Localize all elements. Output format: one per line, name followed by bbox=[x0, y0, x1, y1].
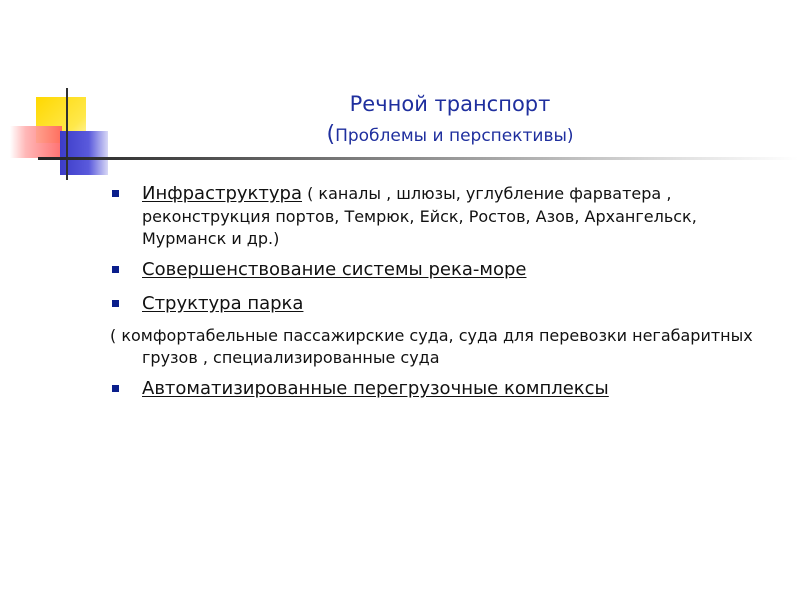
item-heading: Автоматизированные перегрузочные комплексы bbox=[142, 378, 609, 400]
square-bullet-icon bbox=[112, 300, 119, 307]
title-underline-rule bbox=[38, 157, 798, 160]
square-bullet-icon bbox=[112, 190, 119, 197]
item-heading: Структура парка bbox=[142, 292, 304, 314]
subtitle-text: Проблемы и перспективы) bbox=[335, 126, 574, 147]
slide-title bbox=[300, 90, 600, 150]
subtitle-paren: ( bbox=[326, 122, 336, 148]
item-heading: Инфраструктура bbox=[142, 183, 303, 204]
list-item-river-sea bbox=[110, 258, 770, 282]
title-subtitle bbox=[300, 120, 600, 150]
item-heading: Совершенствование системы река-море bbox=[142, 259, 527, 281]
item-detail: ( каналы , шлюзы, углубление фарватера , реконструкция портов, Темрюк, Ейск, Ростов, Азов, Архангельск, Мурманск и др.) bbox=[142, 184, 697, 248]
square-bullet-icon bbox=[112, 266, 119, 273]
fleet-structure-note: ( комфортабельные пассажирские суда, суда для перевозки негабаритных грузов , специализированные суда bbox=[110, 326, 753, 367]
decor-red-bar bbox=[10, 126, 62, 158]
slide-body bbox=[110, 182, 770, 411]
list-item-infrastructure bbox=[110, 182, 770, 249]
list-item-fleet-structure bbox=[110, 292, 770, 316]
square-bullet-icon bbox=[112, 385, 119, 392]
title-main: Речной транспорт bbox=[349, 92, 551, 116]
list-item-automated-complexes bbox=[110, 377, 770, 401]
decor-vertical-line bbox=[66, 88, 68, 180]
